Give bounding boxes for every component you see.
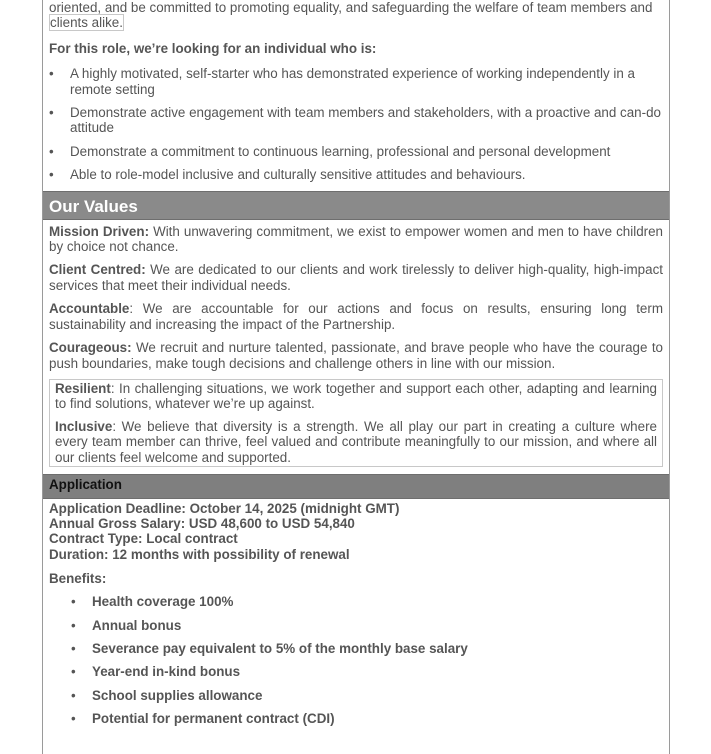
contract-type: Contract Type: Local contract xyxy=(49,531,238,547)
bullet-icon: • xyxy=(71,640,76,656)
value-label: Client Centred: xyxy=(49,262,146,278)
bullet-icon: • xyxy=(71,687,76,703)
list-item-text: School supplies allowance xyxy=(92,687,263,703)
list-item xyxy=(49,594,663,609)
list-item-text: Demonstrate a commitment to continuous learning, professional and personal development xyxy=(70,143,611,159)
list-item xyxy=(49,618,663,633)
document-page xyxy=(42,0,670,754)
values-boxed-group xyxy=(49,379,663,467)
value-resilient xyxy=(55,381,657,412)
value-label: Resilient xyxy=(55,380,111,396)
value-text: We are dedicated to our clients and work tirelessly to deliver high-quality, high-impact services that meet their individual needs. xyxy=(49,262,663,293)
value-text: We recruit and nurture talented, passionate, and brave people who have the courage to push boundaries, make tough decisions and challenge others in line with our mission. xyxy=(49,340,663,371)
value-client-centred xyxy=(49,262,663,293)
list-item-text: Severance pay equivalent to 5% of the monthly base salary xyxy=(92,640,468,656)
list-item-text: Potential for permanent contract (CDI) xyxy=(92,711,335,727)
value-inclusive xyxy=(55,419,657,465)
intro-line-1: oriented, and be committed to promoting equality, and safeguarding the welfare of team members and xyxy=(49,0,653,15)
application-deadline: Application Deadline: October 14, 2025 (midnight GMT) xyxy=(49,500,400,516)
value-mission-driven xyxy=(49,224,663,255)
list-item xyxy=(49,144,663,159)
list-item xyxy=(49,105,663,136)
bullet-icon: • xyxy=(71,711,76,727)
intro-line-2: clients alike. xyxy=(50,15,123,31)
list-item xyxy=(49,711,663,726)
requirements-list xyxy=(49,66,663,182)
values-section-header: Our Values xyxy=(43,191,669,220)
value-label: Inclusive xyxy=(55,418,113,434)
annual-salary: Annual Gross Salary: USD 48,600 to USD 54,840 xyxy=(49,516,355,532)
value-text: : We believe that diversity is a strength. We all play our part in creating a culture where every team member can thrive, feel valued and contribute meaningfully to our mission, and where all our clients feel welcome and supported. xyxy=(55,418,657,465)
value-text: : In challenging situations, we work together and support each other, adapting and learning to find solutions, whatever we’re up against. xyxy=(55,380,657,412)
value-label: Mission Driven: xyxy=(49,223,150,239)
list-item-text: A highly motivated, self-starter who has demonstrated experience of working independently in a remote setting xyxy=(70,66,635,97)
bullet-icon: • xyxy=(71,617,76,633)
list-item xyxy=(49,66,663,97)
duration: Duration: 12 months with possibility of renewal xyxy=(49,546,350,562)
value-text: : We are accountable for our actions and focus on results, ensuring long term sustainability and increasing the impact of the Partnership. xyxy=(49,301,663,332)
bullet-icon: • xyxy=(49,105,54,121)
value-text: With unwavering commitment, we exist to empower women and men to have children by choice not chance. xyxy=(49,223,663,255)
list-item-text: Annual bonus xyxy=(92,617,182,633)
requirements-heading: For this role, we’re looking for an individual who is: xyxy=(49,40,377,56)
bullet-icon: • xyxy=(49,143,54,159)
list-item xyxy=(49,167,663,182)
bullet-icon: • xyxy=(71,664,76,680)
benefits-label: Benefits: xyxy=(49,570,107,586)
application-details xyxy=(49,501,663,562)
bullet-icon: • xyxy=(71,594,76,610)
value-accountable xyxy=(49,301,663,332)
bullet-icon: • xyxy=(49,66,54,82)
list-item-text: Year-end in-kind bonus xyxy=(92,664,241,680)
list-item xyxy=(49,688,663,703)
list-item-text: Demonstrate active engagement with team members and stakeholders, with a proactive and can-do attitude xyxy=(70,105,661,136)
list-item-text: Health coverage 100% xyxy=(92,594,234,610)
value-label: Accountable xyxy=(49,301,130,317)
value-courageous xyxy=(49,340,663,371)
list-item-text: Able to role-model inclusive and culturally sensitive attitudes and behaviours. xyxy=(70,167,526,183)
intro-paragraph xyxy=(49,0,663,31)
application-body xyxy=(43,501,669,727)
bullet-icon: • xyxy=(49,167,54,183)
value-label: Courageous: xyxy=(49,340,132,356)
benefits-list xyxy=(49,594,663,726)
values-body xyxy=(43,224,669,467)
list-item xyxy=(49,641,663,656)
list-item xyxy=(49,664,663,679)
application-section-header: Application xyxy=(43,474,669,499)
